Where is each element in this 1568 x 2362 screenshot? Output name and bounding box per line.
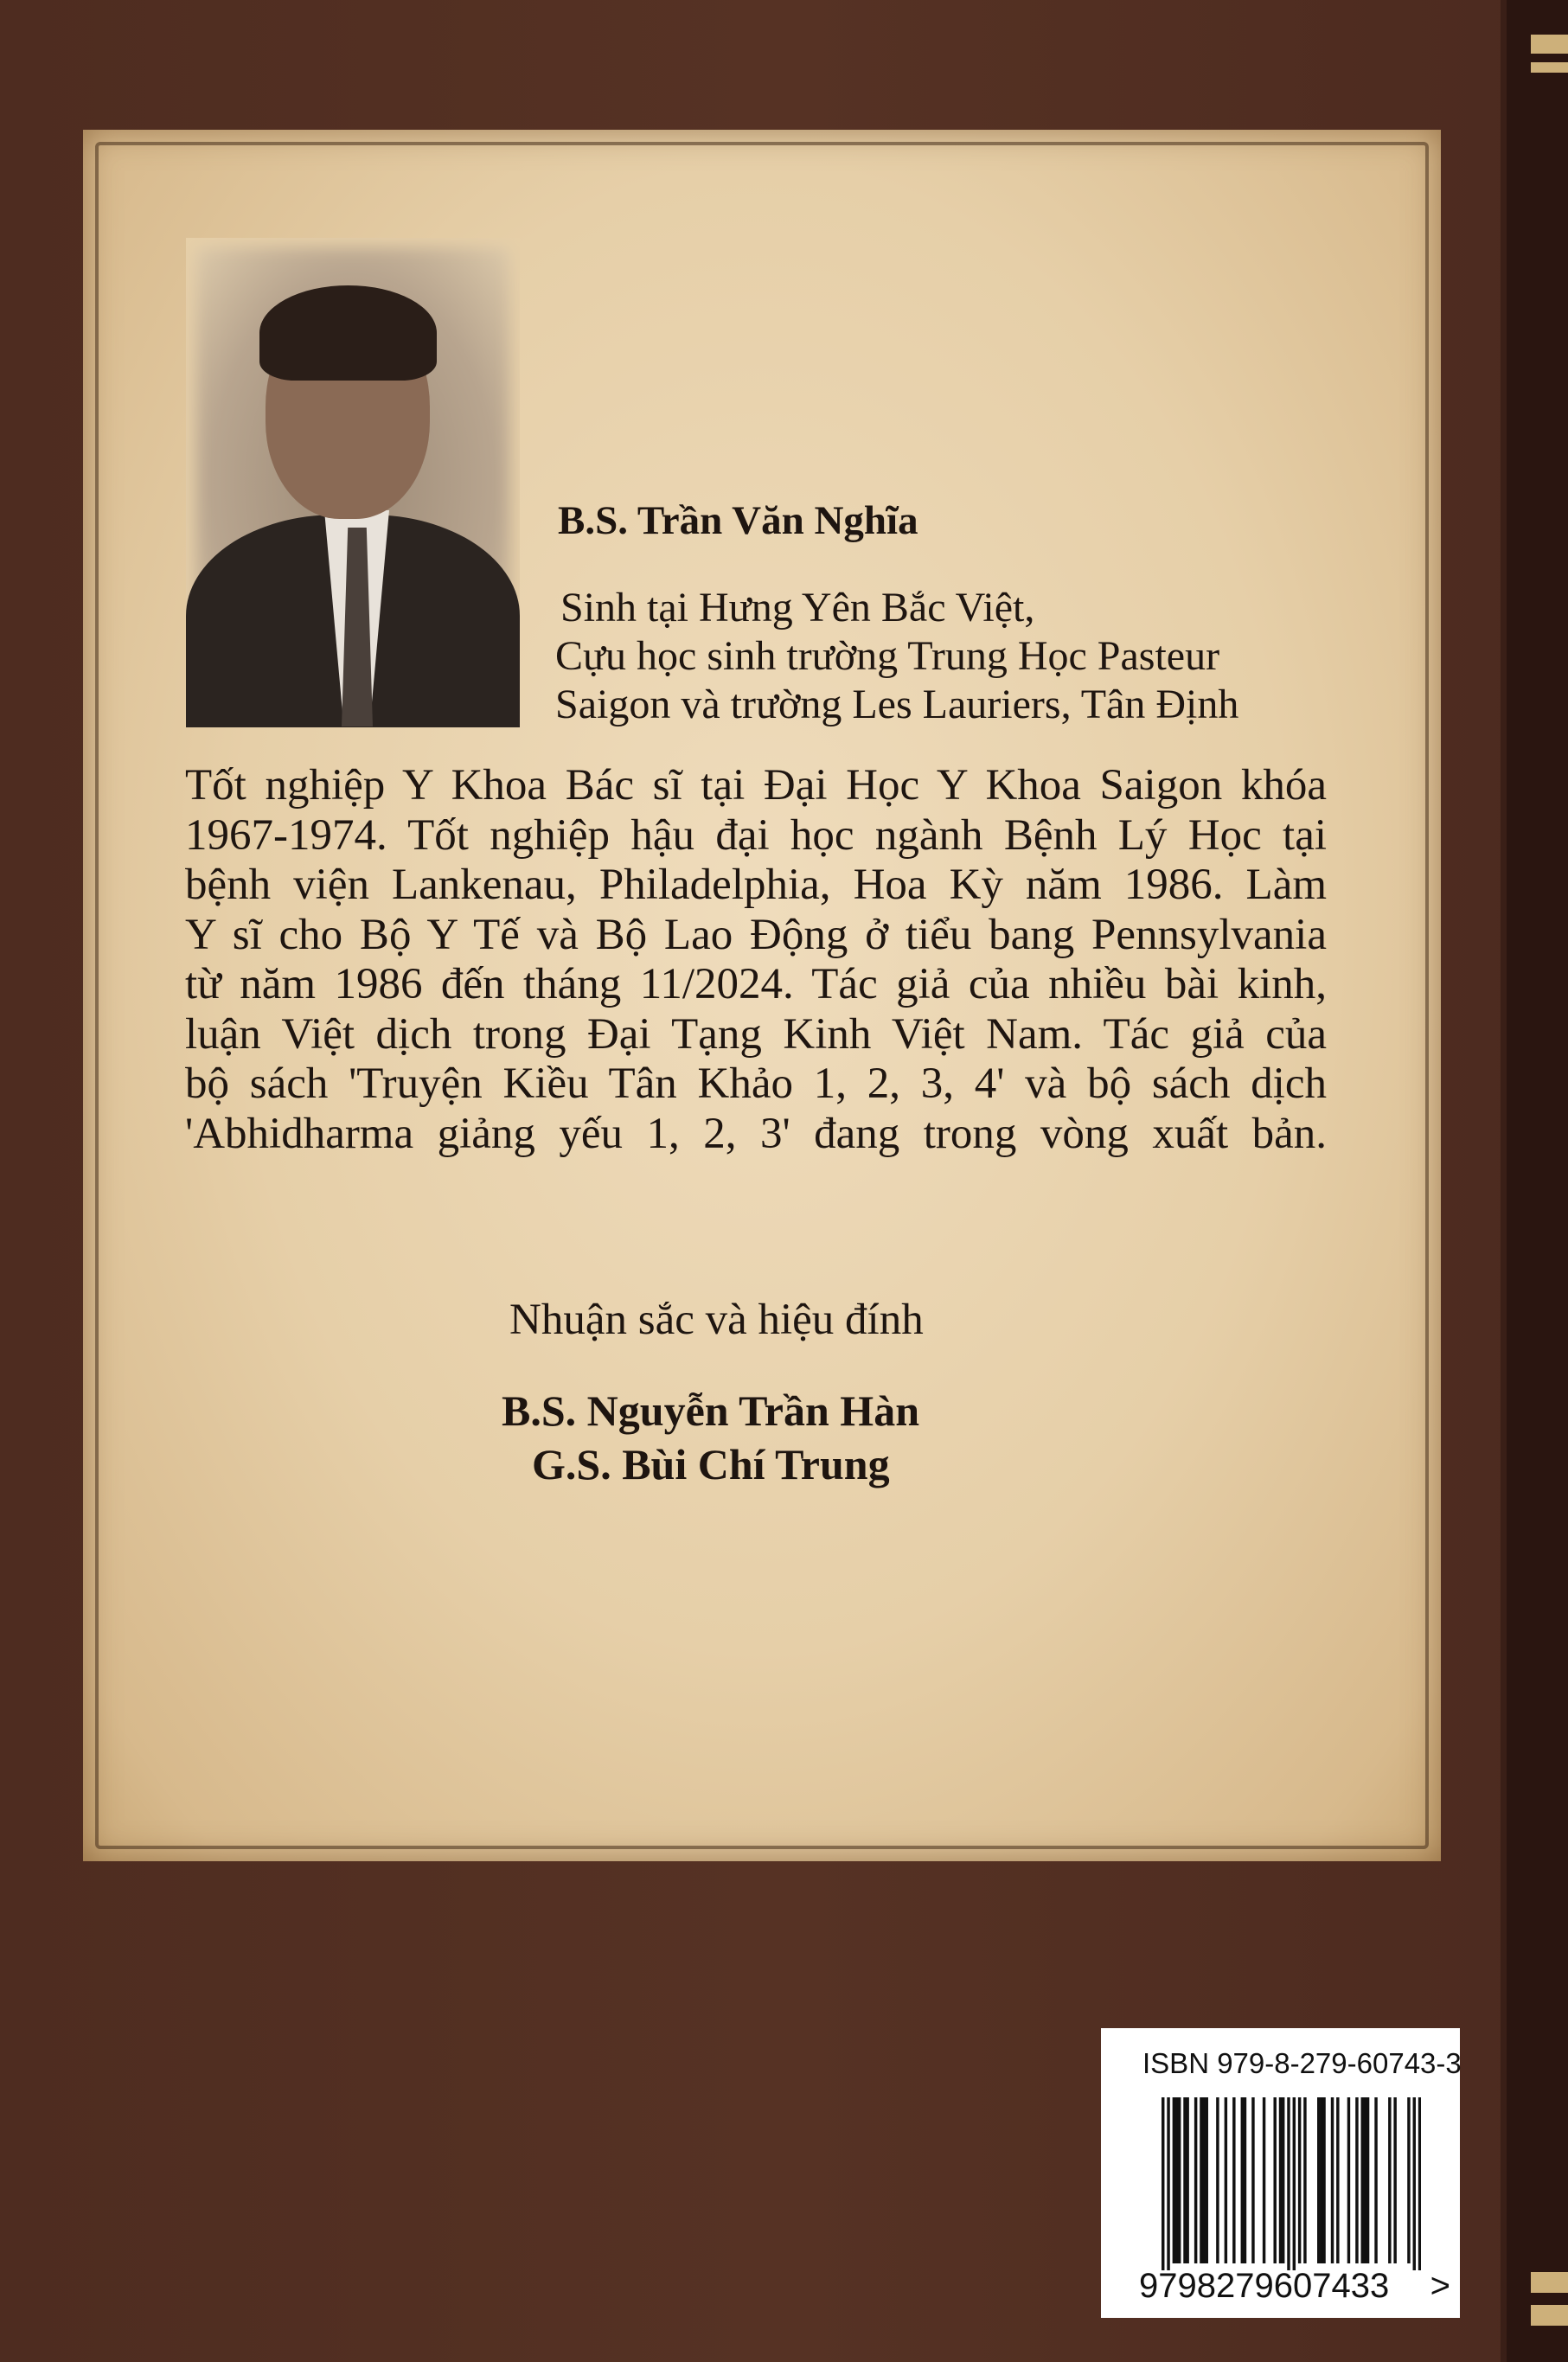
editor-name: G.S. Bùi Chí Trung	[532, 1440, 890, 1488]
barcode-bar	[1167, 2097, 1169, 2270]
barcode-bar	[1200, 2097, 1202, 2263]
barcode-bar	[1202, 2097, 1205, 2263]
gold-stripe	[1531, 35, 1568, 54]
barcode-bar	[1322, 2097, 1325, 2263]
intro-line: Sinh tại Hưng Yên Bắc Việt,	[560, 585, 1035, 631]
barcode-bar	[1241, 2097, 1244, 2263]
bio-line: bộ sách 'Truyện Kiều Tân Khảo 1, 2, 3, 4' và bộ sách dịch	[185, 1059, 1327, 1108]
barcode-bar	[1320, 2097, 1322, 2263]
author-photo	[186, 238, 520, 727]
author-bio	[185, 761, 1327, 1159]
barcode-bar	[1366, 2097, 1369, 2263]
barcode-bar	[1336, 2097, 1339, 2263]
bio-line: 1967-1974. Tốt nghiệp hậu đại học ngành Bệnh Lý Học tại	[185, 810, 1327, 860]
barcode-bar	[1186, 2097, 1188, 2263]
barcode-bar	[1232, 2097, 1235, 2263]
barcode-bar	[1317, 2097, 1320, 2263]
barcode-bar	[1413, 2097, 1416, 2270]
barcode-bar	[1206, 2097, 1208, 2263]
barcode-bar	[1251, 2097, 1254, 2263]
bio-line: từ năm 1986 đến tháng 11/2024. Tác giả của nhiều bài kinh,	[185, 960, 1327, 1008]
bio-line: 'Abhidharma giảng yếu 1, 2, 3' đang trong vòng xuất bản.	[185, 1109, 1327, 1158]
barcode-bar	[1216, 2097, 1219, 2263]
bio-line: bệnh viện Lankenau, Philadelphia, Hoa Kỳ năm 1986. Làm	[185, 861, 1327, 909]
isbn-barcode-box	[1101, 2028, 1460, 2318]
barcode-bar	[1293, 2097, 1296, 2270]
barcode-bar	[1347, 2097, 1350, 2263]
gold-stripe	[1531, 62, 1568, 73]
barcode-bar	[1303, 2097, 1306, 2263]
book-spine	[1507, 0, 1568, 2362]
barcode-bar	[1393, 2097, 1396, 2263]
barcode-bar	[1178, 2097, 1181, 2263]
barcode-bar	[1407, 2097, 1410, 2263]
barcode-bar	[1263, 2097, 1265, 2263]
barcode-digits: 9798279607433	[1139, 2267, 1390, 2305]
barcode-bar	[1331, 2097, 1334, 2263]
bio-line: Tốt nghiệp Y Khoa Bác sĩ tại Đại Học Y Khoa Saigon khóa	[185, 761, 1327, 810]
barcode-bar	[1374, 2097, 1377, 2263]
intro-line: Saigon và trường Les Lauriers, Tân Định	[555, 682, 1239, 727]
barcode-bar	[1298, 2097, 1301, 2263]
barcode-bar	[1355, 2097, 1358, 2263]
barcode-bar	[1244, 2097, 1246, 2263]
barcode-bar	[1287, 2097, 1290, 2270]
barcode-caption	[1139, 2267, 1450, 2305]
spine-edge	[1501, 0, 1507, 2362]
editing-label: Nhuận sắc và hiệu đính	[509, 1296, 924, 1344]
author-name: B.S. Trần Văn Nghĩa	[558, 498, 918, 543]
editor-name: B.S. Nguyễn Trần Hàn	[502, 1386, 920, 1435]
barcode-bar	[1162, 2097, 1164, 2270]
barcode-bar	[1173, 2097, 1175, 2263]
barcode-bar	[1282, 2097, 1284, 2263]
intro-line: Cựu học sinh trường Trung Học Pasteur	[555, 633, 1220, 679]
barcode-arrow: >	[1430, 2267, 1450, 2305]
barcode-bar	[1175, 2097, 1178, 2263]
barcode-bar	[1388, 2097, 1391, 2263]
barcode-bar	[1418, 2097, 1421, 2270]
barcode-bar	[1364, 2097, 1366, 2263]
gold-stripe	[1531, 2305, 1568, 2326]
gold-stripe	[1531, 2272, 1568, 2293]
bio-line: Y sĩ cho Bộ Y Tế và Bộ Lao Động ở tiểu bang Pennsylvania	[185, 910, 1327, 959]
isbn-label: ISBN 979-8-279-60743-3	[1142, 2047, 1462, 2079]
bio-line: luận Việt dịch trong Đại Tạng Kinh Việt Nam. Tác giả của	[185, 1009, 1327, 1059]
barcode-bar	[1279, 2097, 1282, 2263]
barcode-bar	[1273, 2097, 1276, 2263]
barcode-bar	[1183, 2097, 1186, 2263]
barcode-bar	[1194, 2097, 1197, 2263]
barcode-bar	[1225, 2097, 1227, 2263]
barcode-bar	[1361, 2097, 1364, 2263]
